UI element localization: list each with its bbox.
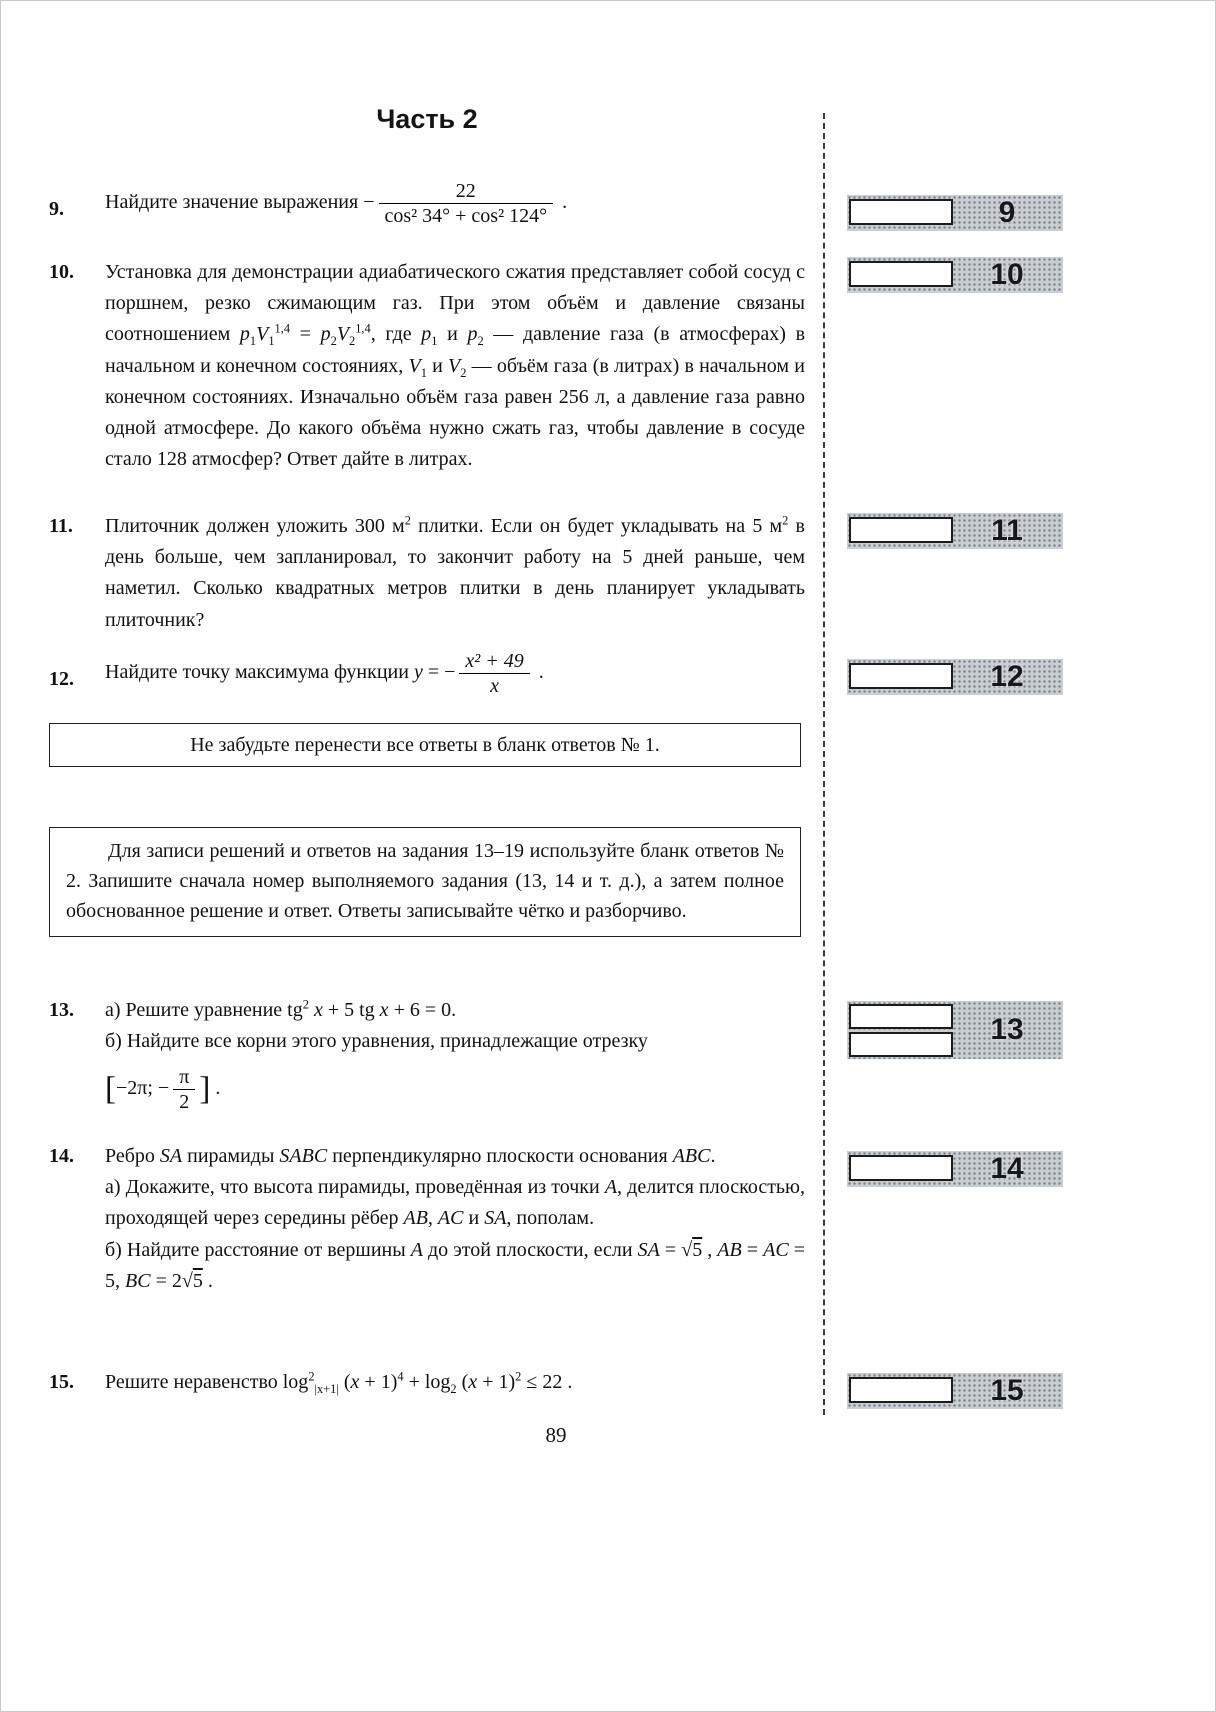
answer-write-box-13a[interactable] [849,1004,953,1029]
answer-box-13-label: 13 [990,1013,1024,1046]
problem-15 [49,1367,805,1398]
problem-13-text [105,995,805,1116]
problem-10-number: 10. [49,261,74,283]
problem-13 [49,995,805,1116]
problem-14-number: 14. [49,1145,74,1167]
answer-write-box-14[interactable] [849,1155,953,1181]
reminder-note-text: Не забудьте перенести все ответы в бланк ответов № 1. [190,734,660,756]
answer-box-14-label: 14 [990,1152,1024,1185]
problem-9-text: Найдите значение выражения − $\frac{22}{\text{cos² 34° + cos² 124°}}$ . [105,180,568,227]
answer-write-box-12[interactable] [849,663,953,689]
reminder-note [49,723,801,767]
answer-box-15-label: 15 [990,1374,1024,1407]
answer-write-box-13b[interactable] [849,1032,953,1057]
answer-write-box-9[interactable] [849,199,953,225]
answer-box-9-label: 9 [998,196,1016,229]
problem-9 [49,177,805,230]
answer-box-13 [847,1001,1063,1059]
problem-12-text: Найдите точку максимума функции y = − $\frac{\text{x² + 49}}{x}$ . [105,650,544,697]
problem-14-intro: Ребро SA пирамиды SABC перпендикулярно плоскости основания ABC. [105,1145,716,1167]
problem-13-interval: [−2π; − $\frac{\pi}{2}$ ] . [105,1066,221,1114]
problem-9-number: 9. [49,198,64,220]
answer-box-10 [847,257,1063,293]
answer-box-15 [847,1373,1063,1409]
problem-14-part-a: а) Докажите, что высота пирамиды, проведённая из точки A, делится плоскостью, проходящей через середины рёбер AB, AC и SA, пополам. [105,1176,805,1230]
answer-write-box-15[interactable] [849,1377,953,1403]
margin-dashed-line [823,113,825,1415]
section-title: Часть 2 [376,104,478,134]
answer-write-box-11[interactable] [849,517,953,543]
problem-13-part-b: б) Найдите все корни этого уравнения, принадлежащие отрезку [105,1030,648,1053]
answer-box-9 [847,195,1063,231]
answer-box-11 [847,513,1063,549]
answer-box-11-label: 11 [991,514,1023,547]
problem-11 [49,511,805,636]
answer-box-12-label: 12 [990,660,1024,693]
answer-box-14 [847,1151,1063,1187]
answer-box-12 [847,659,1063,695]
problem-15-text: Решите неравенство $\log^2_{|x+1|} (x + 1)^4 + \log_2 (x + 1)^2 \le 22$ . [105,1369,573,1396]
problem-14 [49,1141,805,1297]
problem-13-number: 13. [49,999,74,1021]
answer-write-box-10[interactable] [849,261,953,287]
answer-box-10-label: 10 [990,258,1024,291]
problem-12 [49,647,805,700]
problem-13-part-a: а) Решите уравнение $tg^2$ x + 5 tg x + 6 = 0. [105,997,457,1021]
problem-14-text [105,1141,805,1297]
instructions-note-text: Для записи решений и ответов на задания 13–19 используйте бланк ответов № 2. Запишите сначала номер выполняемого задания (13, 14 и т. д.), а затем полное обоснованное решение и ответ. Ответы записывайте чётко и разборчиво. [66,840,784,922]
problem-10 [49,257,805,475]
problem-15-number: 15. [49,1371,74,1393]
problem-12-number: 12. [49,668,74,690]
problem-14-part-b: б) Найдите расстояние от вершины A до этой плоскости, если SA = √5 , AB = AC = 5, BC = 2√5 . [105,1238,805,1292]
page-number: 89 [545,1423,567,1447]
problem-10-text: Установка для демонстрации адиабатического сжатия представляет собой сосуд с поршнем, резко сжимающим газ. При этом объём и давление связаны соотношением $p_1V_1^{1,4} = p_2V_2^{1,4}$, где $p_1$ и $p_2$ — давление газа (в атмосферах) в начальном и конечном состояниях, $V_1$ и $V_2$ — объём газа (в литрах) в начальном и конечном состояниях. Изначально объём газа равен 256 л, а давление газа равно одной атмосфере. До какого объёма нужно сжать газ, чтобы давление в сосуде стало 128 атмосфер? Ответ дайте в литрах. [105,261,806,471]
instructions-note [49,827,801,937]
problem-11-text: Плиточник должен уложить 300 $м^2$ плитки. Если он будет укладывать на 5 $м^2$ в день больше, чем запланировал, то закончит работу на 5 дней раньше, чем наметил. Сколько квадратных метров плитки в день планирует укладывать плиточник? [105,513,806,631]
problem-11-number: 11. [49,515,73,537]
